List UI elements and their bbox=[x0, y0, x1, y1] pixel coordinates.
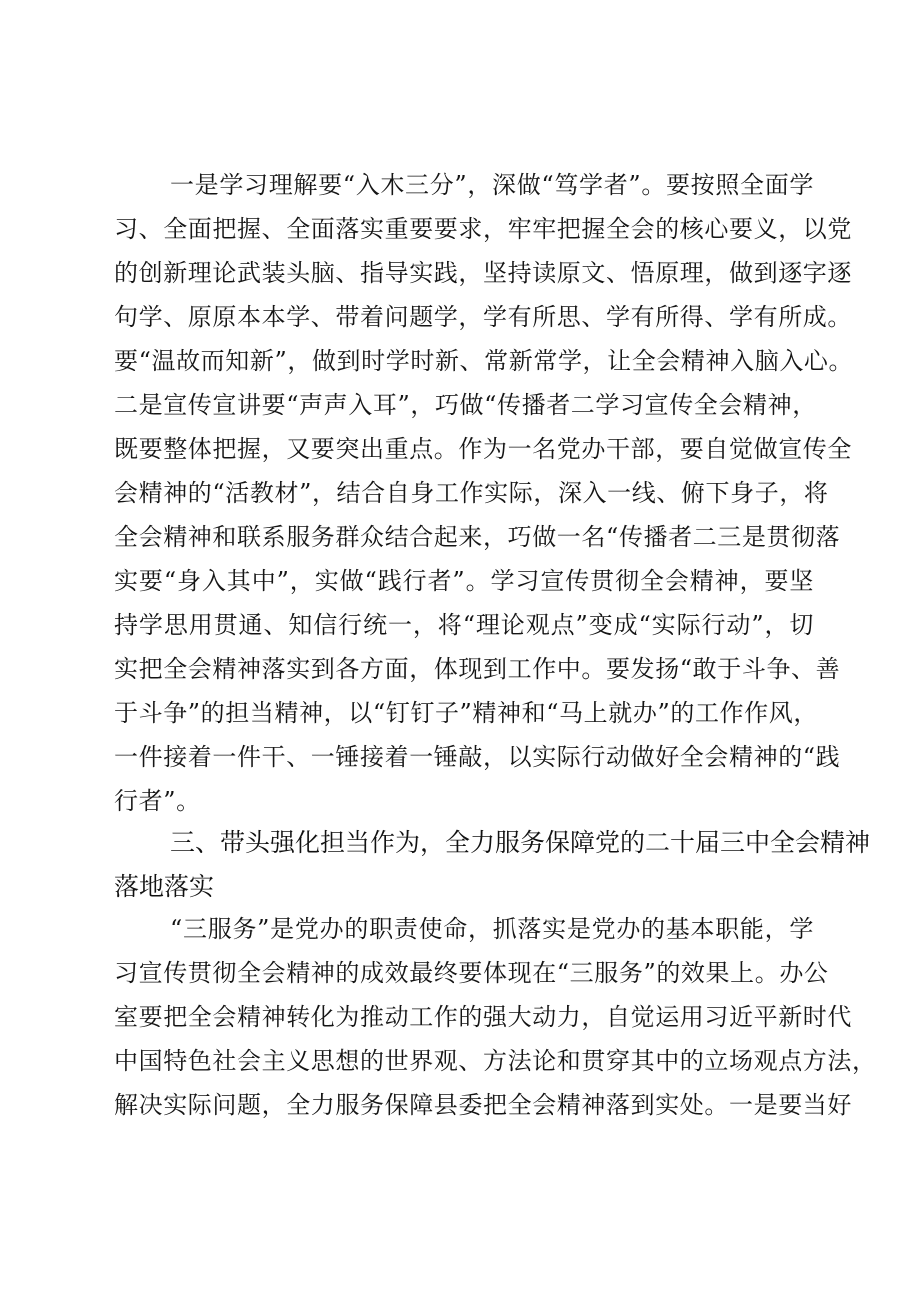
heading-line: 三、带头强化担当作为，全力服务保障党的二十届三中全会精神 bbox=[170, 828, 871, 857]
text-line: 行者”。 bbox=[114, 787, 201, 815]
text-line: 二是宣传宣讲要“声声入耳”，巧做“传播者二学习宣传全会精神， bbox=[114, 391, 817, 419]
text-line: 解决实际问题，全力服务保障县委把全会精神落到实处。一是要当好 bbox=[114, 1091, 852, 1119]
text-line: 一件接着一件干、一锤接着一锤敲，以实际行动做好全会精神的“践 bbox=[114, 743, 841, 771]
text-line: 会精神的“活教材”，结合自身工作实际，深入一线、俯下身子，将 bbox=[114, 479, 829, 507]
text-line: 要“温故而知新”，做到时学时新、常新常学，让全会精神入脑入心。 bbox=[114, 347, 854, 375]
text-line: 的创新理论武装头脑、指导实践，坚持读原文、悟原理，做到逐字逐 bbox=[114, 259, 852, 287]
text-line: 中国特色社会主义思想的世界观、方法论和贯穿其中的立场观点方法， bbox=[114, 1047, 877, 1075]
text-line: 持学思用贯通、知信行统一，将“理论观点”变成“实际行动”，切 bbox=[114, 611, 814, 639]
text-line: 一是学习理解要“入木三分”，深做“笃学者”。要按照全面学 bbox=[170, 171, 814, 199]
text-line: 习、全面把握、全面落实重要要求，牢牢把握全会的核心要义，以党 bbox=[114, 215, 852, 243]
text-line: 实要“身入其中”，实做“践行者”。学习宣传贯彻全会精神，要坚 bbox=[114, 567, 814, 595]
text-line: 于斗争”的担当精神，以“钉钉子”精神和“马上就办”的工作作风， bbox=[114, 699, 818, 727]
text-line: 实把全会精神落实到各方面，体现到工作中。要发扬“敢于斗争、善 bbox=[114, 655, 841, 683]
text-line: 习宣传贯彻全会精神的成效最终要体现在“三服务”的效果上。办公 bbox=[114, 959, 829, 987]
text-line: 既要整体把握，又要突出重点。作为一名党办干部，要自觉做宣传全 bbox=[114, 435, 852, 463]
text-line: 句学、原原本本学、带着问题学，学有所思、学有所得、学有所成。 bbox=[114, 303, 852, 331]
text-line: 全会精神和联系服务群众结合起来，巧做一名“传播者二三是贯彻落 bbox=[114, 523, 841, 551]
text-line: “三服务”是党办的职责使命，抓落实是党办的基本职能，学 bbox=[170, 915, 814, 943]
text-line: 室要把全会精神转化为推动工作的强大动力，自觉运用习近平新时代 bbox=[114, 1003, 852, 1031]
heading-line: 落地落实 bbox=[114, 872, 215, 901]
